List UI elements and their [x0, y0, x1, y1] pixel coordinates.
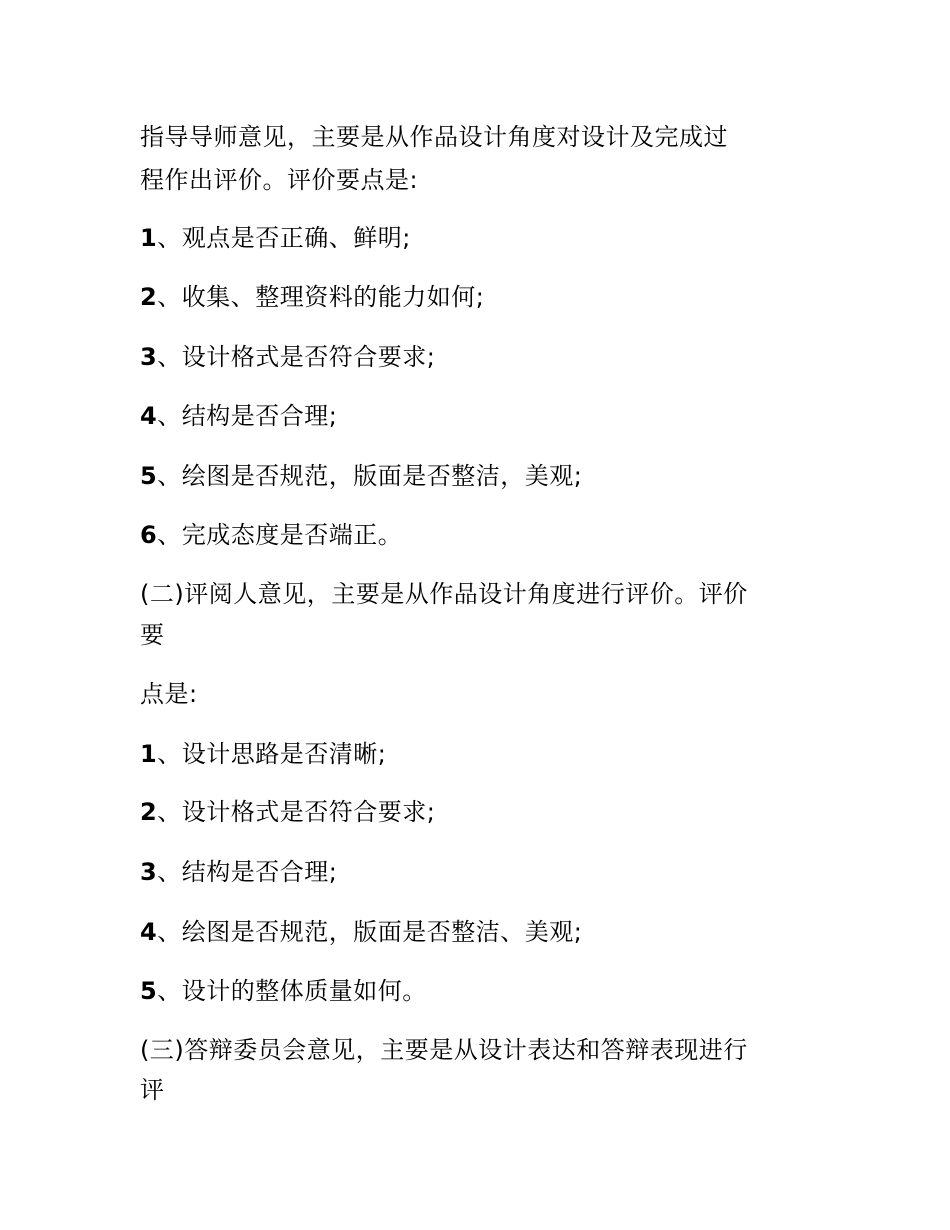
list-text: 、完成态度是否端正。 — [157, 521, 403, 549]
line-text: 评 — [140, 1076, 165, 1104]
list-item — [140, 461, 582, 491]
list-number: 2 — [140, 283, 158, 311]
list-number: 4 — [140, 402, 158, 430]
list-item — [140, 282, 484, 312]
list-text: 、绘图是否规范，版面是否整洁，美观; — [157, 462, 583, 490]
list-number: 4 — [140, 918, 158, 946]
list-number: 5 — [140, 462, 158, 490]
line-text: 程作出评价。评价要点是: — [140, 166, 419, 194]
list-number: 6 — [140, 521, 158, 549]
paragraph-line — [140, 1035, 748, 1065]
list-text: 、设计格式是否符合要求; — [157, 343, 436, 371]
list-number: 2 — [140, 798, 158, 826]
list-item — [140, 976, 427, 1006]
list-text: 、设计思路是否清晰; — [157, 740, 387, 768]
list-number: 3 — [140, 858, 158, 886]
list-text: 、结构是否合理; — [157, 402, 338, 430]
line-text: 指导导师意见，主要是从作品设计角度对设计及完成过 — [140, 123, 728, 151]
list-number: 1 — [140, 224, 158, 252]
list-text: 、绘图是否规范，版面是否整洁、美观; — [157, 918, 583, 946]
list-text: 、设计格式是否符合要求; — [157, 798, 436, 826]
paragraph-line — [140, 122, 728, 152]
line-text: (三)答辩委员会意见，主要是从设计表达和答辩表现进行 — [140, 1036, 748, 1064]
list-item — [140, 739, 386, 769]
list-text: 、观点是否正确、鲜明; — [157, 224, 411, 252]
list-text: 、结构是否合理; — [157, 858, 338, 886]
paragraph-line — [140, 579, 748, 609]
list-text: 、收集、整理资料的能力如何; — [157, 283, 485, 311]
list-number: 5 — [140, 977, 158, 1005]
line-text: 点是: — [140, 680, 198, 708]
list-item — [140, 857, 337, 887]
paragraph-line — [140, 1075, 165, 1105]
list-text: 、设计的整体质量如何。 — [157, 977, 427, 1005]
paragraph-line — [140, 165, 418, 195]
list-item — [140, 401, 337, 431]
list-item — [140, 520, 402, 550]
list-number: 3 — [140, 343, 158, 371]
paragraph-line — [140, 620, 165, 650]
list-item — [140, 917, 582, 947]
paragraph-line — [140, 679, 198, 709]
list-item — [140, 797, 435, 827]
list-number: 1 — [140, 740, 158, 768]
list-item — [140, 223, 411, 253]
line-text: 要 — [140, 621, 165, 649]
list-item — [140, 342, 435, 372]
line-text: (二)评阅人意见，主要是从作品设计角度进行评价。评价 — [140, 580, 748, 608]
